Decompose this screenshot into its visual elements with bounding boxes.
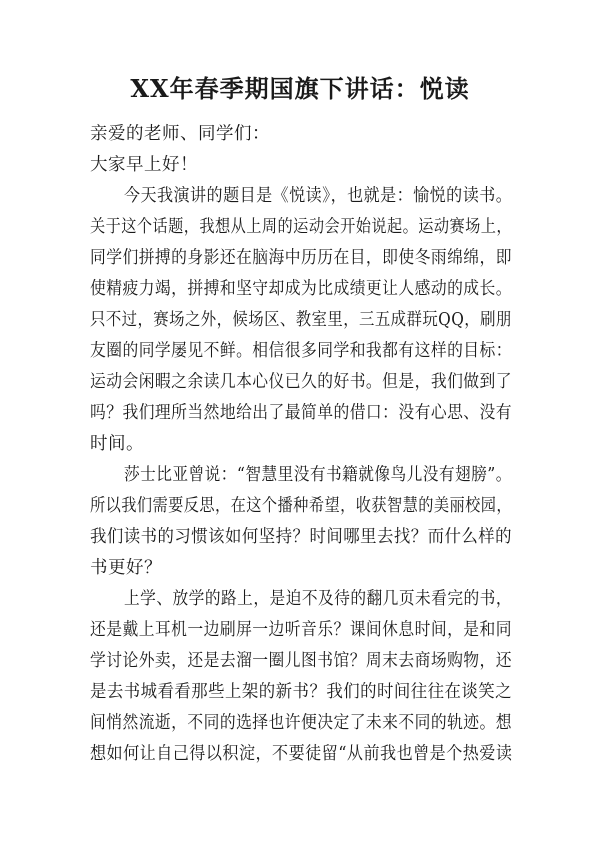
paragraph-line: 吗？我们理所当然地给出了最简单的借口：没有心思、没有 [90,403,512,423]
paragraph-line: 莎士比亚曾说：“智慧里没有书籍就像鸟儿没有翅膀”。 [124,465,512,485]
paragraph-line: 同学们拼搏的身影还在脑海中历历在目，即使冬雨绵绵，即 [90,248,512,268]
paragraph-line: 想如何让自己得以积淀，不要徒留“从前我也曾是个热爱读 [90,744,513,764]
paragraph-line: 所以我们需要反思，在这个播种希望，收获智慧的美丽校园， [90,496,512,516]
paragraph-line: 书更好？ [90,558,162,578]
paragraph-line: 关于这个话题，我想从上周的运动会开始说起。运动赛场上， [90,217,512,237]
paragraph-line: 学讨论外卖，还是去溜一圈儿图书馆？周末去商场购物，还 [90,651,512,671]
paragraph-line: 间悄然流逝，不同的选择也许便决定了未来不同的轨迹。想 [90,713,512,733]
paragraph-line: 运动会闲暇之余读几本心仪已久的好书。但是，我们做到了 [90,372,512,392]
paragraph-line: 使精疲力竭，拼搏和坚守却成为比成绩更让人感动的成长。 [90,279,512,299]
salutation-line: 大家早上好！ [90,155,198,175]
paragraph-line: 我们读书的习惯该如何坚持？时间哪里去找？而什么样的 [90,527,512,547]
paragraph-line: 时间。 [90,434,144,454]
paragraph-line: 上学、放学的路上，是迫不及待的翻几页未看完的书， [124,589,512,609]
paragraph-line: 友圈的同学屡见不鲜。相信很多同学和我都有这样的目标： [90,341,512,361]
paragraph-line: 今天我演讲的题目是《悦读》，也就是：愉悦的读书。 [124,186,513,206]
greeting-line: 亲爱的老师、同学们： [90,124,270,144]
document-title: XX年春季期国旗下讲话：悦读 [130,74,470,103]
paragraph-line: 只不过，赛场之外，候场区、教室里，三五成群玩QQ，刷朋 [90,310,512,330]
paragraph-line: 还是戴上耳机一边刷屏一边听音乐？课间休息时间，是和同 [90,620,512,640]
paragraph-line: 是去书城看看那些上架的新书？我们的时间往往在谈笑之 [90,682,512,702]
